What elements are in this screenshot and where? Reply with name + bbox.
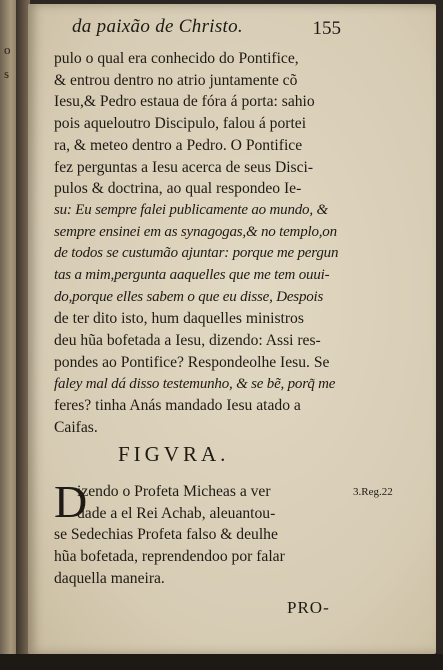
- text-line: pondes ao Pontifice? Respondeolhe Iesu. Se: [54, 353, 330, 371]
- text-line: pulos & doctrina, ao qual respondeo Ie-: [54, 180, 302, 198]
- figura-line: se Sedechias Profeta falso & deulhe: [54, 526, 278, 544]
- background-edge: [0, 654, 443, 670]
- main-text-block: [54, 48, 354, 439]
- text-line: tas a mim,pergunta aaquelles que me tem ouui-: [54, 267, 330, 284]
- text-line: Iesu,& Pedro estaua de fóra á porta: sahio: [54, 93, 315, 111]
- figura-line: hũa bofetada, reprendendoo por falar: [54, 548, 285, 566]
- page-number: 155: [312, 18, 341, 39]
- text-line: ra, & meteo dentro a Pedro. O Pontifice: [54, 136, 303, 154]
- drop-cap: D: [54, 476, 88, 527]
- text-line: pulo o qual era conhecido do Pontifice,: [54, 50, 299, 67]
- text-line: Caifas.: [54, 418, 98, 436]
- text-line: & entrou dentro no atrio juntamente cõ: [54, 71, 298, 89]
- figura-line: daquella maneira.: [54, 569, 165, 587]
- text-line: su: Eu sempre falei publicamente ao mundo, &: [54, 201, 328, 218]
- running-title: da paixão de Christo.: [72, 16, 243, 37]
- text-line: do,porque elles sabem o que eu disse, Despois: [54, 288, 324, 305]
- text-line: pois aqueloutro Discipulo, falou á portei: [54, 115, 307, 133]
- edge-letter: s: [4, 66, 10, 81]
- text-line: faley mal dá disso testemunho, & se bẽ, porq̃ me: [54, 375, 336, 392]
- margin-reference: 3.Reg.22: [353, 486, 393, 498]
- edge-letter: o: [4, 42, 11, 57]
- figura-text-block: [54, 476, 354, 590]
- section-heading: FIGVRA.: [118, 442, 230, 466]
- text-line: sempre ensinei em as synagogas,& no templo,on: [54, 223, 337, 240]
- text-line: de ter dito isto, hum daquelles ministros: [54, 310, 304, 328]
- text-line: feres? tinha Anás mandado Iesu atado a: [54, 397, 301, 415]
- figura-line: izendo o Profeta Micheas a ver: [77, 483, 271, 500]
- text-line: deu hũa bofetada a Iesu, dizendo: Assi res-: [54, 332, 321, 350]
- figura-line: dade a el Rei Achab, aleuantou-: [77, 504, 276, 522]
- text-line: fez perguntas a Iesu acerca de seus Disci-: [54, 158, 314, 176]
- catchword: PRO-: [287, 598, 330, 617]
- text-line: de todos se custumão ajuntar: porque me pergun: [54, 245, 339, 262]
